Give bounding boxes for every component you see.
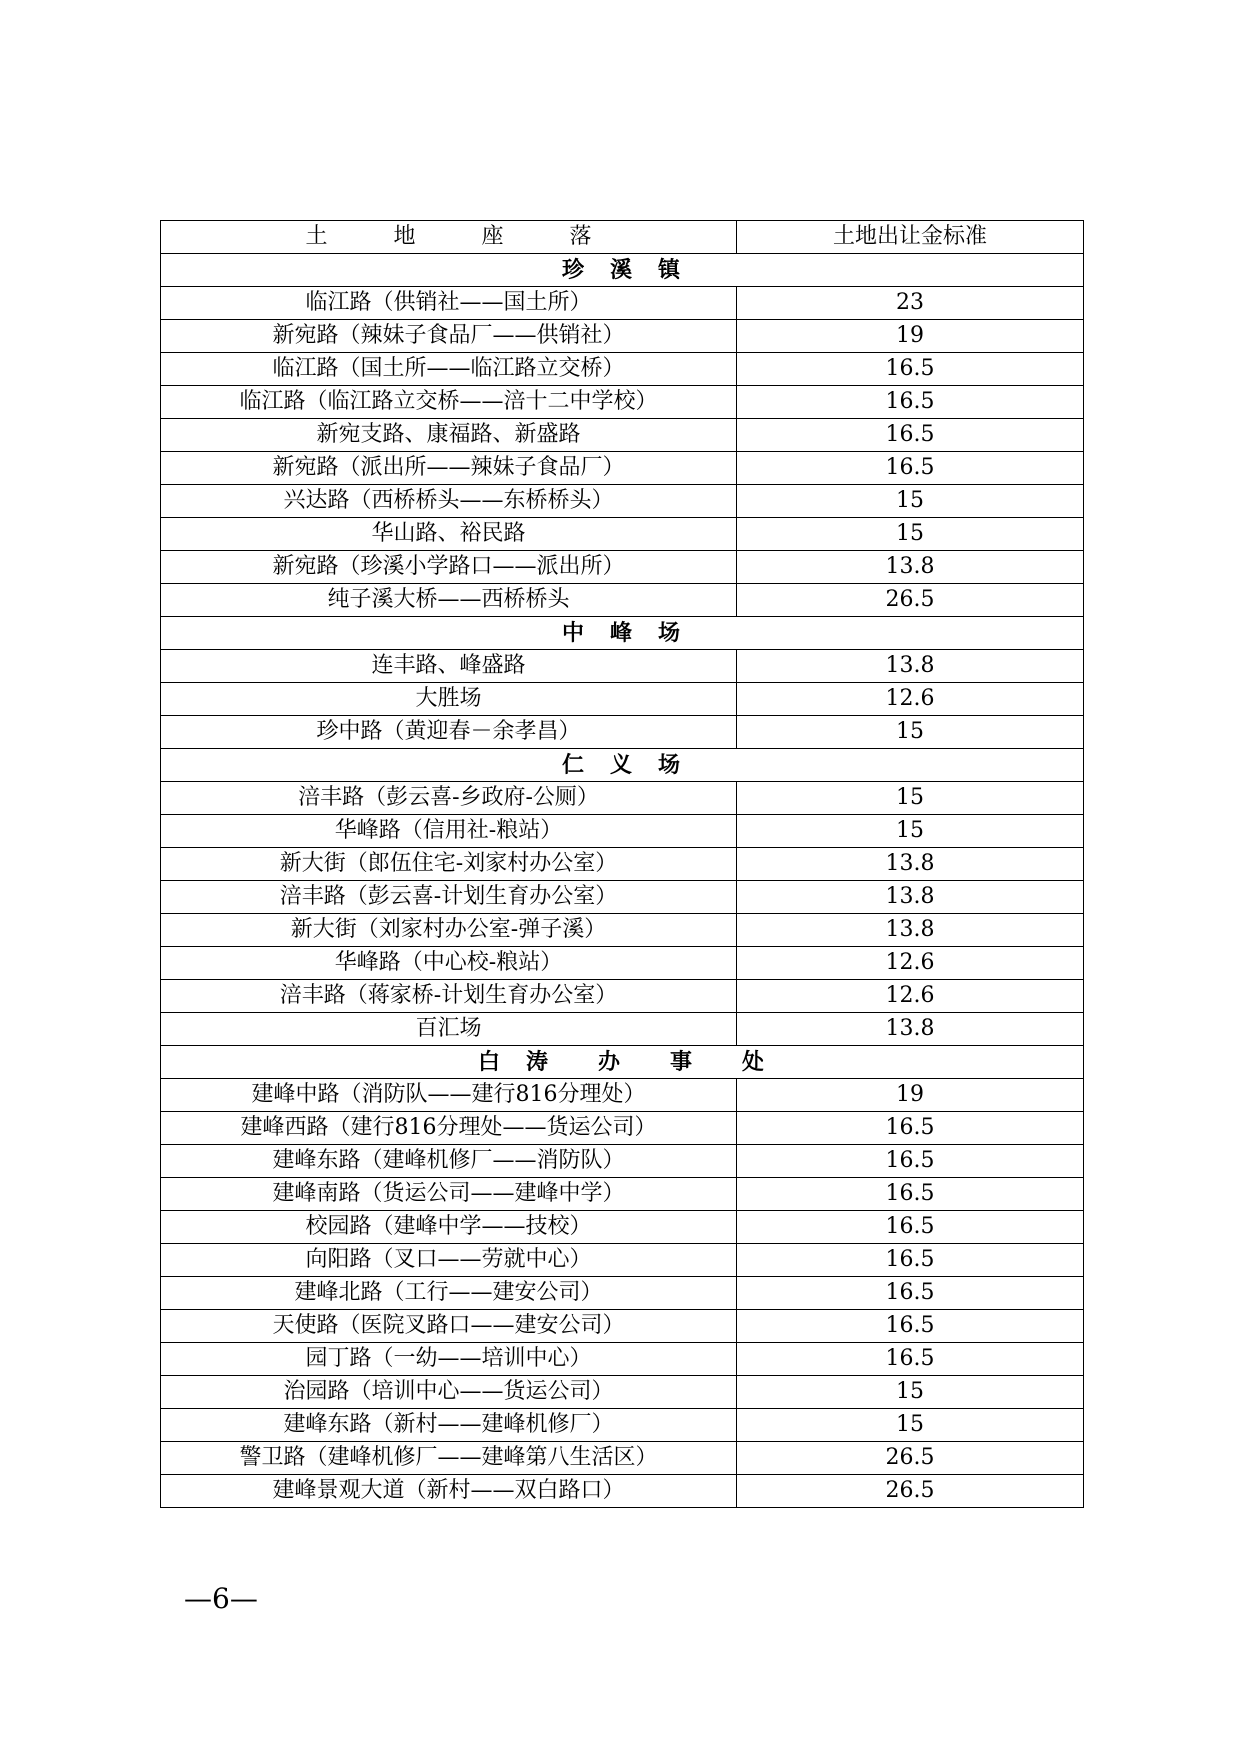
- standard-cell: 16.5: [737, 1244, 1084, 1277]
- location-cell: 华峰路（信用社-粮站）: [161, 815, 737, 848]
- table-row: [161, 353, 1084, 386]
- location-cell: 华山路、裕民路: [161, 518, 737, 551]
- location-cell: 涪丰路（蒋家桥-计划生育办公室）: [161, 980, 737, 1013]
- standard-cell: 16.5: [737, 1112, 1084, 1145]
- location-cell: 临江路（临江路立交桥——涪十二中学校）: [161, 386, 737, 419]
- location-cell: 建峰东路（新村——建峰机修厂）: [161, 1409, 737, 1442]
- standard-cell: 15: [737, 782, 1084, 815]
- location-cell: 建峰中路（消防队——建行816分理处）: [161, 1079, 737, 1112]
- standard-cell: 12.6: [737, 947, 1084, 980]
- section-title: 中 峰 场: [161, 617, 1084, 650]
- location-cell: 兴达路（西桥桥头——东桥桥头）: [161, 485, 737, 518]
- location-cell: 新宛支路、康福路、新盛路: [161, 419, 737, 452]
- table-row: [161, 452, 1084, 485]
- location-cell: 大胜场: [161, 683, 737, 716]
- location-cell: 建峰西路（建行816分理处——货运公司）: [161, 1112, 737, 1145]
- standard-cell: 16.5: [737, 452, 1084, 485]
- standard-cell: 16.5: [737, 1145, 1084, 1178]
- table-row: [161, 386, 1084, 419]
- table-row: [161, 947, 1084, 980]
- standard-cell: 19: [737, 320, 1084, 353]
- location-cell: 建峰景观大道（新村——双白路口）: [161, 1475, 737, 1508]
- standard-cell: 15: [737, 815, 1084, 848]
- location-cell: 警卫路（建峰机修厂——建峰第八生活区）: [161, 1442, 737, 1475]
- standard-cell: 12.6: [737, 980, 1084, 1013]
- standard-cell: 15: [737, 716, 1084, 749]
- section-title: 白 涛 办 事 处: [161, 1046, 1084, 1079]
- standard-cell: 16.5: [737, 1277, 1084, 1310]
- table-row: [161, 1178, 1084, 1211]
- location-cell: 新宛路（珍溪小学路口——派出所）: [161, 551, 737, 584]
- table-row: [161, 1277, 1084, 1310]
- table-row: [161, 1442, 1084, 1475]
- table-row: [161, 1079, 1084, 1112]
- table-row: [161, 1112, 1084, 1145]
- table-row: [161, 518, 1084, 551]
- standard-cell: 16.5: [737, 1343, 1084, 1376]
- table-row: [161, 287, 1084, 320]
- standard-cell: 16.5: [737, 419, 1084, 452]
- table-row: [161, 1211, 1084, 1244]
- table-row: [161, 485, 1084, 518]
- table-row: [161, 980, 1084, 1013]
- location-cell: 纯子溪大桥——西桥桥头: [161, 584, 737, 617]
- table-row: [161, 551, 1084, 584]
- table-row: [161, 914, 1084, 947]
- location-cell: 向阳路（叉口——劳就中心）: [161, 1244, 737, 1277]
- section-row: [161, 617, 1084, 650]
- standard-cell: 26.5: [737, 1475, 1084, 1508]
- standard-cell: 13.8: [737, 914, 1084, 947]
- table-row: [161, 584, 1084, 617]
- table-row: [161, 716, 1084, 749]
- table-row: [161, 881, 1084, 914]
- land-price-table: [160, 220, 1084, 1508]
- standard-cell: 19: [737, 1079, 1084, 1112]
- standard-cell: 16.5: [737, 1211, 1084, 1244]
- location-cell: 新宛路（辣妹子食品厂——供销社）: [161, 320, 737, 353]
- location-cell: 百汇场: [161, 1013, 737, 1046]
- standard-cell: 16.5: [737, 1310, 1084, 1343]
- table-row: [161, 1310, 1084, 1343]
- table-row: [161, 650, 1084, 683]
- location-cell: 华峰路（中心校-粮站）: [161, 947, 737, 980]
- standard-cell: 26.5: [737, 1442, 1084, 1475]
- section-row: [161, 254, 1084, 287]
- standard-cell: 15: [737, 1409, 1084, 1442]
- location-cell: 治园路（培训中心——货运公司）: [161, 1376, 737, 1409]
- location-cell: 新宛路（派出所——辣妹子食品厂）: [161, 452, 737, 485]
- section-row: [161, 1046, 1084, 1079]
- standard-cell: 15: [737, 1376, 1084, 1409]
- location-cell: 园丁路（一幼——培训中心）: [161, 1343, 737, 1376]
- standard-cell: 12.6: [737, 683, 1084, 716]
- location-cell: 天使路（医院叉路口——建安公司）: [161, 1310, 737, 1343]
- section-title: 珍 溪 镇: [161, 254, 1084, 287]
- location-cell: 建峰东路（建峰机修厂——消防队）: [161, 1145, 737, 1178]
- location-cell: 珍中路（黄迎春－余孝昌）: [161, 716, 737, 749]
- standard-cell: 26.5: [737, 584, 1084, 617]
- table-row: [161, 1376, 1084, 1409]
- table-row: [161, 419, 1084, 452]
- location-cell: 新大街（刘家村办公室-弹子溪）: [161, 914, 737, 947]
- location-cell: 临江路（供销社——国土所）: [161, 287, 737, 320]
- location-cell: 新大街（郎伍住宅-刘家村办公室）: [161, 848, 737, 881]
- section-title: 仁 义 场: [161, 749, 1084, 782]
- standard-cell: 13.8: [737, 650, 1084, 683]
- standard-cell: 13.8: [737, 551, 1084, 584]
- location-cell: 涪丰路（彭云喜-计划生育办公室）: [161, 881, 737, 914]
- standard-cell: 13.8: [737, 848, 1084, 881]
- standard-cell: 13.8: [737, 1013, 1084, 1046]
- table-header: [161, 221, 1084, 254]
- standard-cell: 16.5: [737, 353, 1084, 386]
- table-row: [161, 1343, 1084, 1376]
- table-row: [161, 1145, 1084, 1178]
- standard-cell: 16.5: [737, 1178, 1084, 1211]
- table-row: [161, 1409, 1084, 1442]
- standard-cell: 15: [737, 485, 1084, 518]
- standard-cell: 15: [737, 518, 1084, 551]
- table-row: [161, 815, 1084, 848]
- standard-cell: 16.5: [737, 386, 1084, 419]
- location-cell: 校园路（建峰中学——技校）: [161, 1211, 737, 1244]
- standard-cell: 23: [737, 287, 1084, 320]
- table-row: [161, 683, 1084, 716]
- location-cell: 临江路（国土所——临江路立交桥）: [161, 353, 737, 386]
- header-standard: 土地出让金标准: [737, 221, 1084, 254]
- table-row: [161, 1475, 1084, 1508]
- table-row: [161, 1013, 1084, 1046]
- section-row: [161, 749, 1084, 782]
- header-location: 土 地 座 落: [161, 221, 737, 254]
- table-row: [161, 320, 1084, 353]
- location-cell: 建峰南路（货运公司——建峰中学）: [161, 1178, 737, 1211]
- location-cell: 建峰北路（工行——建安公司）: [161, 1277, 737, 1310]
- location-cell: 涪丰路（彭云喜-乡政府-公厕）: [161, 782, 737, 815]
- standard-cell: 13.8: [737, 881, 1084, 914]
- table-row: [161, 1244, 1084, 1277]
- page-number: —6—: [184, 1582, 258, 1615]
- location-cell: 连丰路、峰盛路: [161, 650, 737, 683]
- table-row: [161, 848, 1084, 881]
- table-row: [161, 782, 1084, 815]
